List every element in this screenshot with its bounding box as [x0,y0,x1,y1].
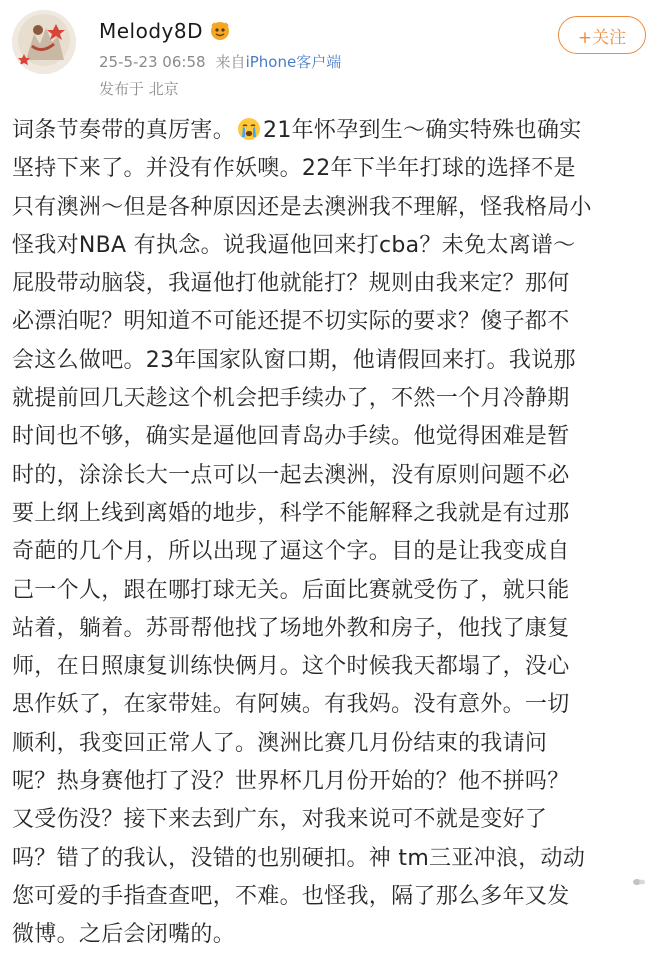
post-header [0,0,658,110]
vip-badge-icon [209,20,231,42]
post-line: 屁股带动脑袋，我逼他打他就能打？规则由我来定？那何 [12,271,570,297]
source-device-link[interactable]: iPhone客户端 [245,53,342,71]
post-line: 会这么做吧。23年国家队窗口期，他请假回来打。我说那 [12,347,576,373]
post-line-text: 21年怀孕到生～确实特殊也确实 [263,118,582,143]
post-line: 坚持下来了。并没有作妖噢。22年下半年打球的选择不是 [12,156,576,182]
follow-button[interactable]: +关注 [558,16,646,54]
post-line: 必漂泊呢？明知道不可能还提不切实际的要求？傻子都不 [12,309,570,335]
post-line [12,112,648,150]
post-line: 师，在日照康复训练快俩月。这个时候我天都塌了，没心 [12,654,570,680]
post-line: 吗？错了的我认，没错的也别硬扣。神 tm三亚冲浪，动动 [12,845,586,871]
post-line: 时间也不够，确实是逼他回青岛办手续。他觉得困难是暂 [12,424,570,450]
post-body [12,112,648,955]
avatar[interactable] [12,10,76,74]
post-line: 站着，躺着。苏哥帮他找了场地外教和房子，他找了康复 [12,615,570,641]
username[interactable]: Melody8D [99,19,204,43]
post-line: 微博。之后会闭嘴的。 [12,922,236,948]
post-line: 时的，涂涂长大一点可以一起去澳洲，没有原则问题不必 [12,462,570,488]
post-line: 就提前回几天趁这个机会把手续办了，不然一个月冷静期 [12,386,570,412]
source-prefix: 来自 [215,53,246,71]
username-row [99,16,231,46]
watermark [632,877,650,887]
post-line: 您可爱的手指查查吧，不难。也怪我，隔了那么多年又发 [12,883,570,909]
post-timestamp: 25-5-23 06:58 [99,53,206,71]
post-line: 呢？热身赛他打了没？世界杯几月份开始的？他不拼吗？ [12,769,570,795]
crying-face-emoji-icon [237,116,261,140]
post-line: 顺利，我变回正常人了。澳洲比赛几月份结束的我请问 [12,730,548,756]
post-line: 要上纲上线到离婚的地步，科学不能解释之我就是有过那 [12,500,570,526]
post-line: 怪我对NBA 有执念。说我逼他回来打cba？未免太离谱～ [12,232,576,258]
post-location: 发布于 北京 [99,80,179,98]
post-line: 只有澳洲～但是各种原因还是去澳洲我不理解，怪我格局小 [12,194,592,220]
post-line: 己一个人，跟在哪打球无关。后面比赛就受伤了，就只能 [12,577,570,603]
post-meta [99,51,341,72]
watermark-logo-icon [632,877,646,887]
post-line-text: 词条节奏带的真厉害。 [12,118,236,143]
post-line: 思作妖了，在家带娃。有阿姨。有我妈。没有意外。一切 [12,692,570,718]
post-line: 又受伤没？接下来去到广东，对我来说可不就是变好了 [12,807,548,833]
post-line: 奇葩的几个月，所以出现了逼这个字。目的是让我变成自 [12,539,570,565]
